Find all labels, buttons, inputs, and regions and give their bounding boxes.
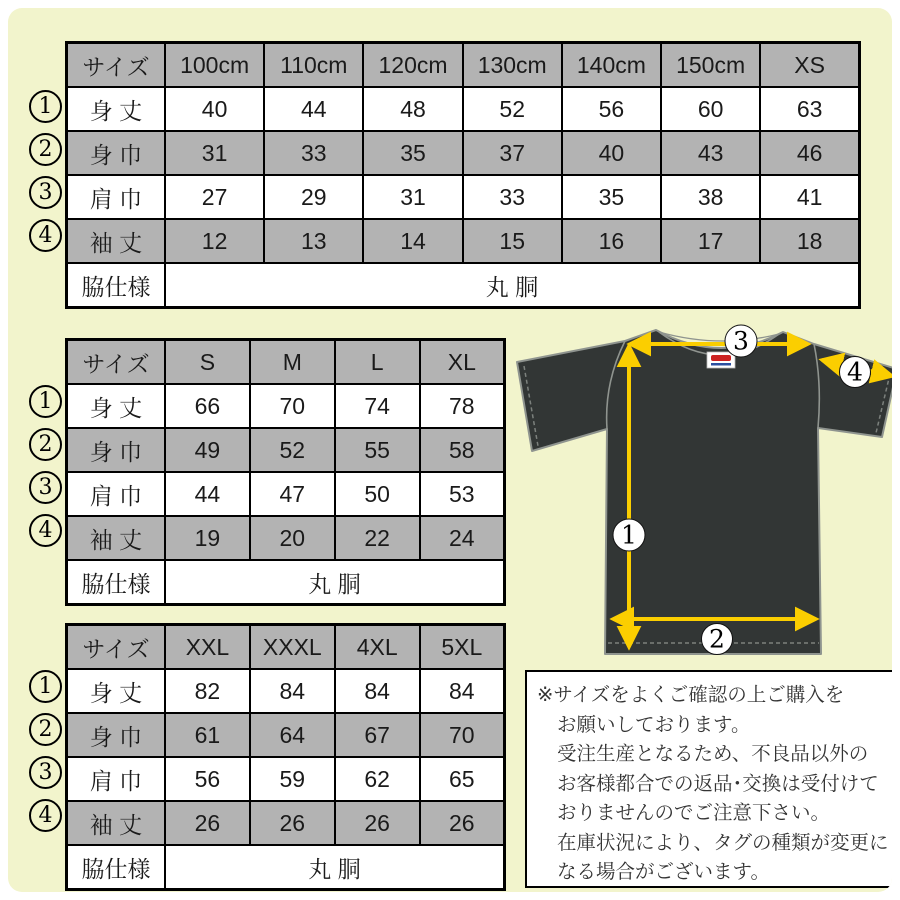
measurement-cell: 26 [335, 801, 420, 845]
measurement-cell: 22 [335, 516, 420, 560]
measurement-cell: 26 [165, 801, 250, 845]
measurement-cell: 56 [562, 87, 661, 131]
note-line: 受注生産となるため、不良品以外の [557, 743, 869, 765]
note-line: お願いしております。 [557, 713, 751, 736]
size-column-header: XXL [165, 625, 250, 670]
measurement-cell: 31 [363, 175, 462, 219]
measurement-cell: 37 [463, 131, 562, 175]
size-column-header: 140cm [562, 43, 661, 88]
shirt-badge-2 [702, 624, 733, 655]
measurement-cell: 26 [250, 801, 335, 845]
row-label: 肩 巾 [67, 175, 166, 219]
measurement-cell: 84 [250, 669, 335, 713]
measurement-cell: 74 [335, 384, 420, 428]
size-column-header: XL [420, 340, 505, 385]
measurement-cell: 44 [165, 472, 250, 516]
measurement-cell: 55 [335, 428, 420, 472]
size-column-header: 5XL [420, 625, 505, 670]
marker-2-body-width: 2 [29, 133, 62, 166]
row-label: 袖 丈 [67, 801, 166, 845]
measurement-cell: 13 [264, 219, 363, 263]
measurement-cell: 44 [264, 87, 363, 131]
row-label: 袖 丈 [67, 516, 166, 560]
marker-2-body-width: 2 [29, 713, 62, 746]
measurement-cell: 49 [165, 428, 250, 472]
row-label: 身 巾 [67, 713, 166, 757]
row-label: 身 巾 [67, 131, 166, 175]
size-column-header: 100cm [165, 43, 264, 88]
measurement-cell: 56 [165, 757, 250, 801]
shirt-badge-3 [725, 325, 757, 357]
svg-text:4: 4 [847, 357, 863, 387]
measurement-cell: 58 [420, 428, 505, 472]
marker-3-shoulder: 3 [29, 471, 62, 504]
marker-1-body-length: 1 [29, 670, 62, 703]
row-label: 肩 巾 [67, 757, 166, 801]
measurement-cell: 16 [562, 219, 661, 263]
row-label: 身 丈 [67, 87, 166, 131]
measurement-cell: 84 [335, 669, 420, 713]
measurement-cell: 31 [165, 131, 264, 175]
size-chart-background [8, 8, 892, 892]
measurement-cell: 66 [165, 384, 250, 428]
svg-text:2: 2 [709, 624, 725, 654]
marker-1-body-length: 1 [29, 385, 62, 418]
note-line: お客様都合での返品･交換は受付けて [557, 772, 879, 795]
size-table-big [65, 623, 506, 891]
size-column-header: 4XL [335, 625, 420, 670]
size-column-header: 120cm [363, 43, 462, 88]
marker-2-body-width: 2 [29, 428, 62, 461]
marker-4-sleeve: 4 [29, 219, 62, 252]
marker-4-sleeve: 4 [29, 799, 62, 832]
size-table-kids [65, 41, 861, 309]
marker-3-shoulder: 3 [29, 756, 62, 789]
side-spec-value: 丸 胴 [165, 845, 505, 890]
measurement-cell: 64 [250, 713, 335, 757]
measurement-cell: 67 [335, 713, 420, 757]
note-line: なる場合がございます。 [557, 861, 770, 883]
measurement-cell: 70 [250, 384, 335, 428]
size-column-header: 130cm [463, 43, 562, 88]
marker-4-sleeve: 4 [29, 514, 62, 547]
measurement-cell: 27 [165, 175, 264, 219]
size-column-header: 110cm [264, 43, 363, 88]
measurement-cell: 47 [250, 472, 335, 516]
row-label: 袖 丈 [67, 219, 166, 263]
marker-3-shoulder: 3 [29, 176, 62, 209]
measurement-cell: 18 [760, 219, 859, 263]
row-label: 身 丈 [67, 669, 166, 713]
measurement-cell: 52 [463, 87, 562, 131]
measurement-cell: 26 [420, 801, 505, 845]
size-header-label: サイズ [67, 625, 166, 670]
row-label: 身 巾 [67, 428, 166, 472]
measurement-cell: 40 [562, 131, 661, 175]
measurement-cell: 29 [264, 175, 363, 219]
side-spec-value: 丸 胴 [165, 263, 860, 308]
measurement-cell: 19 [165, 516, 250, 560]
measurement-cell: 35 [562, 175, 661, 219]
tshirt-measurement-diagram [506, 313, 892, 671]
measurement-cell: 60 [661, 87, 760, 131]
side-spec-label: 脇仕様 [67, 560, 166, 605]
row-label: 身 丈 [67, 384, 166, 428]
purchase-note-box [525, 670, 892, 888]
measurement-cell: 50 [335, 472, 420, 516]
measurement-cell: 20 [250, 516, 335, 560]
measurement-cell: 62 [335, 757, 420, 801]
measurement-cell: 38 [661, 175, 760, 219]
measurement-cell: 35 [363, 131, 462, 175]
size-column-header: S [165, 340, 250, 385]
measurement-cell: 33 [463, 175, 562, 219]
measurement-cell: 40 [165, 87, 264, 131]
side-spec-label: 脇仕様 [67, 263, 166, 308]
shirt-badge-1 [613, 519, 645, 551]
size-column-header: L [335, 340, 420, 385]
measurement-cell: 48 [363, 87, 462, 131]
measurement-cell: 53 [420, 472, 505, 516]
row-label: 肩 巾 [67, 472, 166, 516]
measurement-cell: 12 [165, 219, 264, 263]
measurement-cell: 82 [165, 669, 250, 713]
size-column-header: 150cm [661, 43, 760, 88]
measurement-cell: 59 [250, 757, 335, 801]
measurement-cell: 14 [363, 219, 462, 263]
marker-1-body-length: 1 [29, 90, 62, 123]
measurement-cell: 15 [463, 219, 562, 263]
size-header-label: サイズ [67, 43, 166, 88]
size-column-header: XXXL [250, 625, 335, 670]
measurement-cell: 63 [760, 87, 859, 131]
size-header-label: サイズ [67, 340, 166, 385]
side-spec-value: 丸 胴 [165, 560, 505, 605]
measurement-cell: 84 [420, 669, 505, 713]
svg-text:3: 3 [733, 326, 749, 356]
shirt-badge-4 [840, 357, 871, 388]
note-line: ※サイズをよくご確認の上ご購入を [537, 684, 845, 706]
measurement-cell: 33 [264, 131, 363, 175]
tshirt-body [517, 330, 892, 654]
measurement-cell: 70 [420, 713, 505, 757]
size-column-header: XS [760, 43, 859, 88]
measurement-cell: 43 [661, 131, 760, 175]
measurement-cell: 78 [420, 384, 505, 428]
measurement-cell: 17 [661, 219, 760, 263]
measurement-cell: 65 [420, 757, 505, 801]
measurement-cell: 61 [165, 713, 250, 757]
svg-text:1: 1 [621, 520, 637, 550]
side-spec-label: 脇仕様 [67, 845, 166, 890]
note-line: 在庫状況により、タグの種類が変更に [557, 831, 889, 854]
measurement-cell: 41 [760, 175, 859, 219]
measurement-cell: 52 [250, 428, 335, 472]
note-line: おりませんのでご注意下さい。 [557, 802, 831, 824]
measurement-cell: 46 [760, 131, 859, 175]
measurement-cell: 24 [420, 516, 505, 560]
collar-brand-tag [707, 352, 735, 368]
size-table-adult [65, 338, 506, 606]
size-column-header: M [250, 340, 335, 385]
